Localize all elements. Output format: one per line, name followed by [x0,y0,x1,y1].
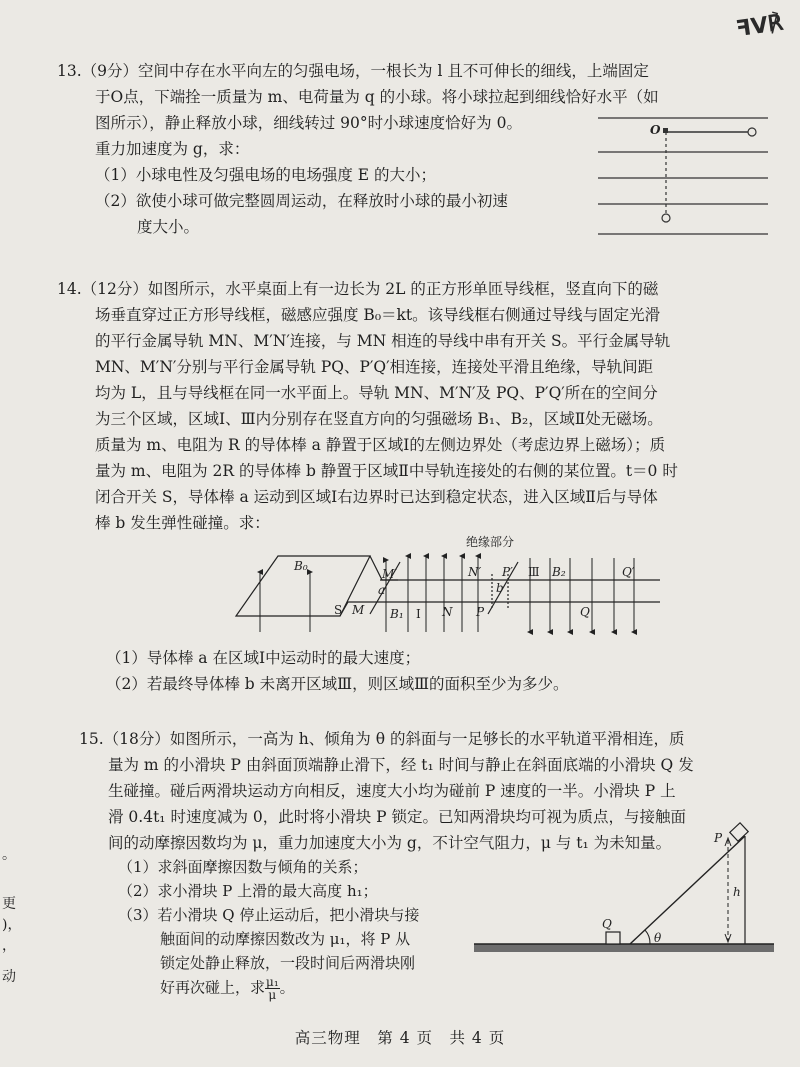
label-m-prime: M′ [382,567,398,581]
q14-line-6: 为三个区域，区域Ⅰ、Ⅲ内分别存在竖直方向的匀强磁场 B₁、B₂，区域Ⅱ处无磁场。 [95,410,663,428]
q15-sub-3-end: 。 [279,978,295,997]
q15-sub-3-line-4 [160,976,295,1001]
q14-line-9: 闭合开关 S，导体棒 a 运动到区域Ⅰ右边界时已达到稳定状态，进入区域Ⅱ后与导体 [95,488,658,506]
q15-sub-3-text: 好再次碰上，求 [160,978,266,997]
ball-bottom [662,214,670,222]
label-b0: B₀ [294,559,308,573]
q13-figure [590,112,780,242]
q14-line-1: 14.（12分）如图所示，水平桌面上有一边长为 2L 的正方形单匝导线框，竖直向下的磁 [57,280,659,298]
q15-sub-2: （2）求小滑块 P 上滑的最大高度 h₁； [118,882,378,900]
label-n: N [442,605,453,619]
edge-fragment-3: )， [2,917,22,933]
q13-line-2: 于O点，下端拴一质量为 m、电荷量为 q 的小球。将小球拉起到细线恰好水平（如 [95,88,659,106]
q14-line-3: 的平行金属导轨 MN、M′N′连接，与 MN 相连的导线中串有开关 S。平行金属导轨 [95,332,671,350]
q15-figure [470,832,780,962]
q13-sub-1: （1）小球电性及匀强电场的电场强度 E 的大小； [95,166,437,184]
q15-sub-3-line-2: 触面间的动摩擦因数改为 μ₁，将 P 从 [160,930,411,948]
label-p-prime: P′ [502,565,513,579]
q14-sub-1: （1）导体棒 a 在区域Ⅰ中运动时的最大速度； [106,649,421,667]
ground [474,944,774,952]
q15-sub-1: （1）求斜面摩擦因数与倾角的关系； [118,858,368,876]
label-p: P [476,605,485,619]
label-q: Q [580,605,590,619]
q15-line-1: 15.（18分）如图所示，一高为 h、倾角为 θ 的斜面与一足够长的水平轨道平滑相连，质 [79,730,685,748]
edge-fragment-5: 动 [2,969,16,985]
q15-line-2: 量为 m 的小滑块 P 由斜面顶端静止滑下，经 t₁ 时间与静止在斜面底端的小滑块 Q 发 [108,756,694,774]
edge-fragment-4: ， [2,938,16,954]
label-b1: B₁ [390,607,404,621]
q14-line-4: MN、M′N′分别与平行金属导轨 PQ、P′Q′相连接，连接处平滑且绝缘，导轨间距 [95,358,654,376]
frac-numerator: μ₁ [266,975,279,989]
label-h: h [733,885,741,899]
label-b: b [496,581,504,595]
q15-sub-3-line-3: 锁定处静止释放，一段时间后两滑块刚 [160,954,416,972]
mu-ratio-fraction [265,976,280,1001]
label-q-block: Q [602,917,612,931]
label-region-3: Ⅲ [528,565,540,579]
corner-logo: ꟻV℟ [734,10,786,43]
page-footer: 高三物理 第 4 页 共 4 页 [294,1029,506,1047]
label-insulation: 绝缘部分 [466,535,515,549]
edge-fragment-2: 更 [2,896,16,912]
q13-sub-2: （2）欲使小球可做完整圆周运动，在释放时小球的最小初速 [95,192,508,210]
label-o: O [650,123,661,137]
q13-line-1: 13.（9分）空间中存在水平向左的匀强电场，一根长为 l 且不可伸长的细线，上端固定 [57,62,649,80]
q14-line-7: 质量为 m、电阻为 R 的导体棒 a 静置于区域Ⅰ的左侧边界处（考虑边界上磁场）；质 [95,436,666,454]
q14-sub-2: （2）若最终导体棒 b 未离开区域Ⅲ，则区域Ⅲ的面积至少为多少。 [106,675,569,693]
ball-start [748,128,756,136]
q15-line-5: 间的动摩擦因数均为 μ，重力加速度大小为 g，不计空气阻力，μ 与 t₁ 为未知量。 [108,834,672,852]
label-n-prime: N′ [468,565,482,579]
q15-line-3: 生碰撞。碰后两滑块运动方向相反，速度大小均为碰前 P 速度的一半。小滑块 P 上 [108,782,676,800]
pivot [663,128,668,133]
q14-line-2: 场垂直穿过正方形导线框，磁感应强度 B₀＝kt。该导线框右侧通过导线与固定光滑 [95,306,661,324]
q14-line-8: 量为 m、电阻为 2R 的导体棒 b 静置于区域Ⅱ中导轨连接处的右侧的某位置。t＝0 时 [95,462,678,480]
label-m: M [352,603,365,617]
label-switch: S [334,603,343,617]
angle-arc [645,930,650,944]
label-theta: θ [654,931,662,945]
q13-sub-2-cont: 度大小。 [137,218,200,236]
frac-denominator: μ [268,988,277,1002]
q14-line-10: 棒 b 发生弹性碰撞。求： [95,514,270,532]
q13-line-4: 重力加速度为 g，求： [95,140,250,158]
q14-figure [230,532,680,642]
q14-line-5: 均为 L，且与导线框在同一水平面上。导轨 MN、M′N′及 PQ、P′Q′所在的空间分 [95,384,658,402]
label-a: a [378,583,386,597]
q15-line-4: 滑 0.4t₁ 时速度减为 0，此时将小滑块 P 锁定。已知两滑块均可视为质点，与接触面 [108,808,687,826]
label-region-1: Ⅰ [416,607,421,621]
block-q [606,932,620,944]
label-p-block: P [714,831,723,845]
edge-fragment-1: 。 [2,847,16,863]
q13-line-3: 图所示），静止释放小球，细线转过 90°时小球速度恰好为 0。 [95,114,522,132]
label-b2: B₂ [552,565,566,579]
q15-sub-3: （3）若小滑块 Q 停止运动后，把小滑块与接 [118,906,420,924]
label-q-prime: Q′ [622,565,635,579]
